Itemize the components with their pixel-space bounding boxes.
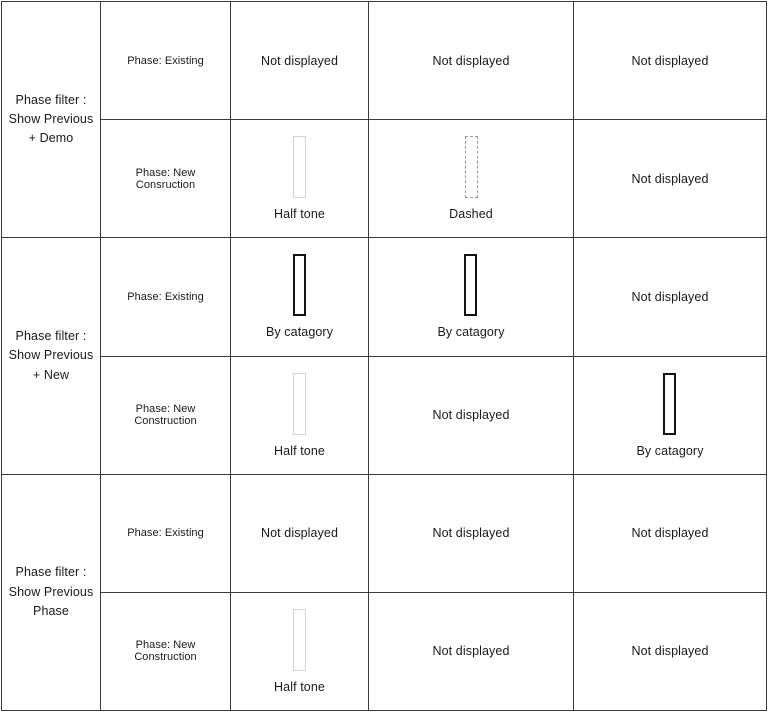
display-state-label: Not displayed bbox=[432, 53, 510, 68]
phase-label: Phase: New Construction bbox=[134, 639, 197, 664]
table-row bbox=[101, 2, 766, 120]
phase-label: Phase: Existing bbox=[127, 527, 204, 540]
display-state-label: Half tone bbox=[274, 679, 325, 694]
phase-cell bbox=[101, 475, 231, 592]
display-state-label: By catagory bbox=[437, 325, 505, 340]
display-state-cell bbox=[231, 475, 369, 592]
display-state-graphic bbox=[449, 136, 493, 221]
display-state-graphic bbox=[432, 408, 509, 422]
display-state-cell bbox=[574, 475, 766, 592]
table-row bbox=[101, 475, 766, 593]
dashed-bar-icon bbox=[465, 136, 478, 198]
phase-filter-label: Phase filter : Show Previous Phase bbox=[8, 565, 94, 618]
filter-section bbox=[2, 2, 766, 238]
display-state-label: Not displayed bbox=[432, 408, 510, 423]
phase-filter-cell bbox=[2, 2, 101, 237]
phase-label: Phase: Existing bbox=[127, 54, 204, 67]
display-state-graphic bbox=[631, 290, 708, 304]
display-state-graphic bbox=[274, 609, 325, 694]
table-row bbox=[101, 238, 766, 356]
display-state-cell bbox=[574, 593, 766, 710]
display-state-graphic bbox=[261, 54, 338, 68]
subrow-group bbox=[101, 238, 766, 473]
phase-filter-cell bbox=[2, 238, 101, 473]
phase-cell bbox=[101, 2, 231, 119]
display-state-cell bbox=[369, 2, 574, 119]
display-state-label: Half tone bbox=[274, 443, 325, 458]
display-state-graphic bbox=[636, 373, 703, 458]
phase-cell bbox=[101, 357, 231, 474]
display-state-graphic bbox=[432, 526, 509, 540]
phase-filter-label: Phase filter : Show Previous + Demo bbox=[8, 92, 94, 146]
phase-filter-label: Phase filter : Show Previous + New bbox=[8, 328, 94, 382]
display-state-graphic bbox=[631, 172, 708, 186]
display-state-cell bbox=[574, 357, 766, 474]
phase-cell bbox=[101, 593, 231, 710]
display-state-graphic bbox=[631, 54, 708, 68]
phase-label: Phase: New Consruction bbox=[135, 166, 196, 191]
display-state-graphic bbox=[432, 644, 509, 658]
table-row bbox=[101, 120, 766, 237]
display-state-cell bbox=[231, 2, 369, 119]
filter-section bbox=[2, 475, 766, 710]
category-bar-icon bbox=[293, 254, 306, 316]
display-state-graphic bbox=[266, 254, 333, 339]
phase-label: Phase: New Construction bbox=[134, 403, 197, 428]
display-state-label: Half tone bbox=[274, 207, 325, 222]
display-state-label: Not displayed bbox=[260, 526, 339, 541]
table-row bbox=[101, 357, 766, 474]
display-state-graphic bbox=[274, 373, 325, 458]
display-state-graphic bbox=[631, 526, 708, 540]
halftone-bar-icon bbox=[293, 373, 306, 435]
display-state-cell bbox=[574, 120, 766, 237]
display-state-graphic bbox=[437, 254, 504, 339]
display-state-label: By catagory bbox=[265, 325, 334, 340]
display-state-cell bbox=[369, 238, 574, 355]
display-state-graphic bbox=[432, 54, 509, 68]
display-state-graphic bbox=[261, 526, 338, 540]
halftone-bar-icon bbox=[293, 136, 306, 198]
display-state-label: Not displayed bbox=[631, 53, 709, 68]
category-bar-icon bbox=[464, 254, 477, 316]
display-state-label: Not displayed bbox=[631, 644, 709, 659]
display-state-label: Not displayed bbox=[432, 644, 510, 659]
display-state-cell bbox=[231, 120, 369, 237]
filter-section bbox=[2, 238, 766, 474]
display-state-label: By catagory bbox=[636, 443, 704, 458]
display-state-cell bbox=[369, 357, 574, 474]
display-state-cell bbox=[369, 120, 574, 237]
display-state-label: Not displayed bbox=[631, 289, 709, 304]
display-state-label: Not displayed bbox=[432, 526, 510, 541]
halftone-bar-icon bbox=[293, 609, 306, 671]
display-state-cell bbox=[231, 357, 369, 474]
subrow-group bbox=[101, 475, 766, 710]
display-state-graphic bbox=[631, 644, 708, 658]
display-state-label: Not displayed bbox=[631, 526, 709, 541]
display-state-label: Not displayed bbox=[260, 53, 339, 68]
display-state-label: Dashed bbox=[449, 207, 493, 222]
display-state-graphic bbox=[274, 136, 325, 221]
phase-label: Phase: Existing bbox=[127, 290, 204, 303]
display-state-cell bbox=[369, 475, 574, 592]
category-thin-bar-icon bbox=[663, 373, 676, 435]
display-state-cell bbox=[574, 2, 766, 119]
display-state-cell bbox=[369, 593, 574, 710]
display-state-label: Not displayed bbox=[631, 171, 709, 186]
display-state-cell bbox=[574, 238, 766, 355]
phase-cell bbox=[101, 238, 231, 355]
table-row bbox=[101, 593, 766, 710]
phase-filter-matrix bbox=[1, 1, 767, 711]
subrow-group bbox=[101, 2, 766, 237]
phase-filter-cell bbox=[2, 475, 101, 710]
phase-cell bbox=[101, 120, 231, 237]
display-state-cell bbox=[231, 593, 369, 710]
display-state-cell bbox=[231, 238, 369, 355]
